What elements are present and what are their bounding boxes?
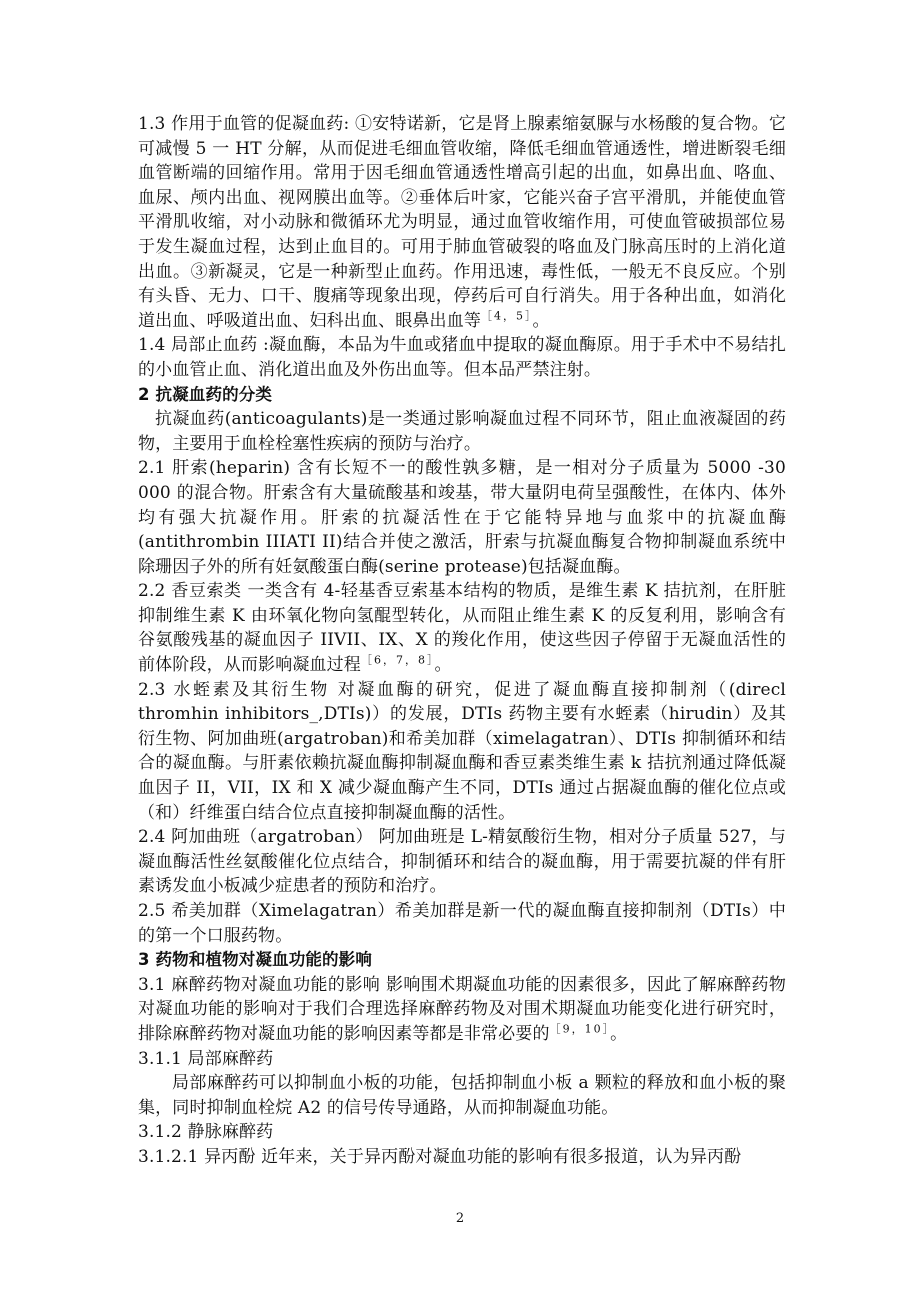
paragraph-2-4: 2.4 阿加曲班（argatroban） 阿加曲班是 L-精氨酸衍生物，相对分子质量 527，与凝血酶活性丝氨酸催化位点结合，抑制循环和结合的凝血酶，用于需要抗凝的伴有肝素诱发血小板减少症患者的预防和治疗。 — [138, 827, 786, 897]
paragraph-3-1-2-1: 3.1.2.1 异丙酚 近年来，关于异丙酚对凝血功能的影响有很多报道，认为异丙酚 — [138, 1146, 742, 1167]
subheading-3-1-1: 3.1.1 局部麻醉药 — [138, 1048, 274, 1069]
paragraph-2-intro: 抗凝血药(anticoagulants)是一类通过影响凝血过程不同环节，阻止血液凝固的药物，主要用于血栓栓塞性疾病的预防与治疗。 — [138, 409, 786, 454]
document-body — [138, 112, 786, 1170]
subheading-3-1-2: 3.1.2 静脉麻醉药 — [138, 1122, 274, 1143]
paragraph-2-1: 2.1 肝索(heparin) 含有长短不一的酸性孰多糖，是一相对分子质量为 5000 -30 000 的混合物。肝索含有大量硫酸基和竣基，带大量阴电荷呈强酸性，在体内、体外均有强大抗凝作用。肝索的抗凝活性在于它能特异地与血浆中的抗凝血酶(antithrombin IIIATI II)结合并使之激活，肝索与抗凝血酶复合物抑制凝血系统中除珊因子外的所有妊氨酸蛋白酶(serine protease)包括凝血酶。 — [138, 458, 786, 577]
citation-6-7-8[interactable]: ［6，7，8］ — [360, 653, 435, 667]
paragraph-2-3: 2.3 水蛭素及其衍生物 对凝血酶的研究，促进了凝血酶直接抑制剂（(direcl thromhin inhibitors_,DTIs)）的发展，DTIs 药物主要有水蛭素（hirudin）及其衍生物、阿加曲班(argatroban)和希美加群（ximelagatran）、DTIs 抑制循环和结合的凝血酶。与肝素依赖抗凝血酶抑制凝血酶和香豆素类维生素 k 拮抗剂通过降低凝血因子 II，VII，IX 和 X 减少凝血酶产生不同，DTIs 通过占据凝血酶的催化位点或（和）纤维蛋白结合位点直接抑制凝血酶的活性。 — [138, 679, 786, 823]
paragraph-3-1: 3.1 麻醉药物对凝血功能的影响 影响围术期凝血功能的因素很多，因此了解麻醉药物对凝血功能的影响对于我们合理选择麻醉药物及对围术期凝血功能变化进行研究时，排除麻醉药物对凝血功能的影响因素等都是非常必要的$^{[9,10]}$。 — [138, 974, 786, 1044]
citation-4-5[interactable]: ［4，5］ — [481, 309, 533, 323]
section-heading-3: 3 药物和植物对凝血功能的影响 — [138, 950, 372, 970]
paragraph-3-1-1-body: 局部麻醉药可以抑制血小板的功能，包括抑制血小板 a 颗粒的释放和血小板的聚集，同时抑制血栓烷 A2 的信号传导通路，从而抑制凝血功能。 — [138, 1073, 786, 1118]
paragraph-2-5: 2.5 希美加群（Ximelagatran）希美加群是新一代的凝血酶直接抑制剂（DTIs）中的第一个口服药物。 — [138, 901, 786, 946]
citation-9-10[interactable]: ［9，10］ — [549, 1022, 611, 1036]
paragraph-2-2: 2.2 香豆索类 一类含有 4-轻基香豆索基本结构的物质，是维生素 K 拮抗剂，在肝脏抑制维生素 K 由环氧化物向氢醌型转化，从而阻止维生素 K 的反复利用，影响含有谷氨酸残基的凝血因子 IIVII、IX、X 的羧化作用，使这些因子停留于无凝血活性的前体阶段，从而影响凝血过程$^{[6,7,8]}$。 — [138, 581, 786, 676]
page-number: 2 — [455, 1211, 465, 1226]
paragraph-1-4: 1.4 局部止血药 :凝血酶，本品为牛血或猪血中提取的凝血酶原。用于手术中不易结扎的小血管止血、消化道出血及外伤出血等。但本品严禁注射。 — [138, 335, 786, 380]
section-heading-2: 2 抗凝血药的分类 — [138, 384, 273, 404]
paragraph-1-3: 1.3 作用于血管的促凝血药: ①安特诺新，它是肾上腺素缩氨脲与水杨酸的复合物。它可减慢 5 一 HT 分解，从而促进毛细血管收缩，降低毛细血管通透性，增进断裂毛细血管断端的回缩作用。常用于因毛细血管通透性增高引起的出血，如鼻出血、咯血、血尿、颅内出血、视网膜出血等。②垂体后叶家，它能兴奋子宫平滑肌，并能使血管平滑肌收缩，对小动脉和微循环尤为明显，通过血管收缩作用，可使血管破损部位易于发生凝血过程，达到止血目的。可用于肺血管破裂的咯血及门脉高压时的上消化道出血。③新凝灵，它是一种新型止血药。作用迅速，毒性低，一般无不良反应。个别有头昏、无力、口干、腹痛等现象出现，停药后可自行消失。用于各种出血，如消化道出血、呼吸道出血、妇科出血、眼鼻出血等$^{[4,5]}$。 — [138, 114, 786, 331]
